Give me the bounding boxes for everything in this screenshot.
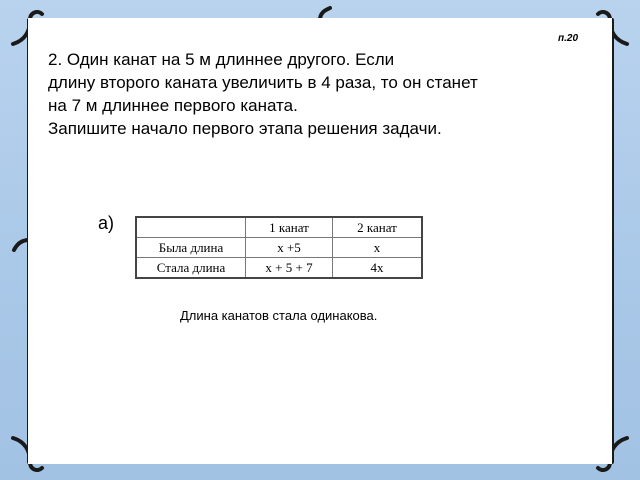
problem-line: Запишите начало первого этапа решения задачи.: [48, 119, 442, 138]
part-label: а): [98, 213, 115, 233]
table-header-cell: 1 канат: [246, 217, 333, 238]
problem-line: 2. Один канат на 5 м длиннее другого. Если: [48, 50, 395, 69]
table-cell: x +5: [246, 238, 333, 258]
problem-line: на 7 м длиннее первого каната.: [48, 96, 298, 115]
problem-statement: [48, 48, 588, 140]
table-row: [136, 258, 422, 279]
table-row: [136, 238, 422, 258]
row-label: Была длина: [136, 238, 246, 258]
problem-line: длину второго каната увеличить в 4 раза, то он станет: [48, 73, 478, 92]
table-header-row: [136, 217, 422, 238]
table-cell: 4x: [333, 258, 423, 279]
page-number: п.20: [558, 33, 579, 44]
table-header-cell: 2 канат: [333, 217, 423, 238]
rope-table: [135, 216, 423, 279]
conclusion-text: Длина канатов стала одинакова.: [180, 308, 378, 323]
row-label: Стала длина: [136, 258, 246, 279]
table-cell: x + 5 + 7: [246, 258, 333, 279]
table-cell: x: [333, 238, 423, 258]
table-cell: [136, 217, 246, 238]
